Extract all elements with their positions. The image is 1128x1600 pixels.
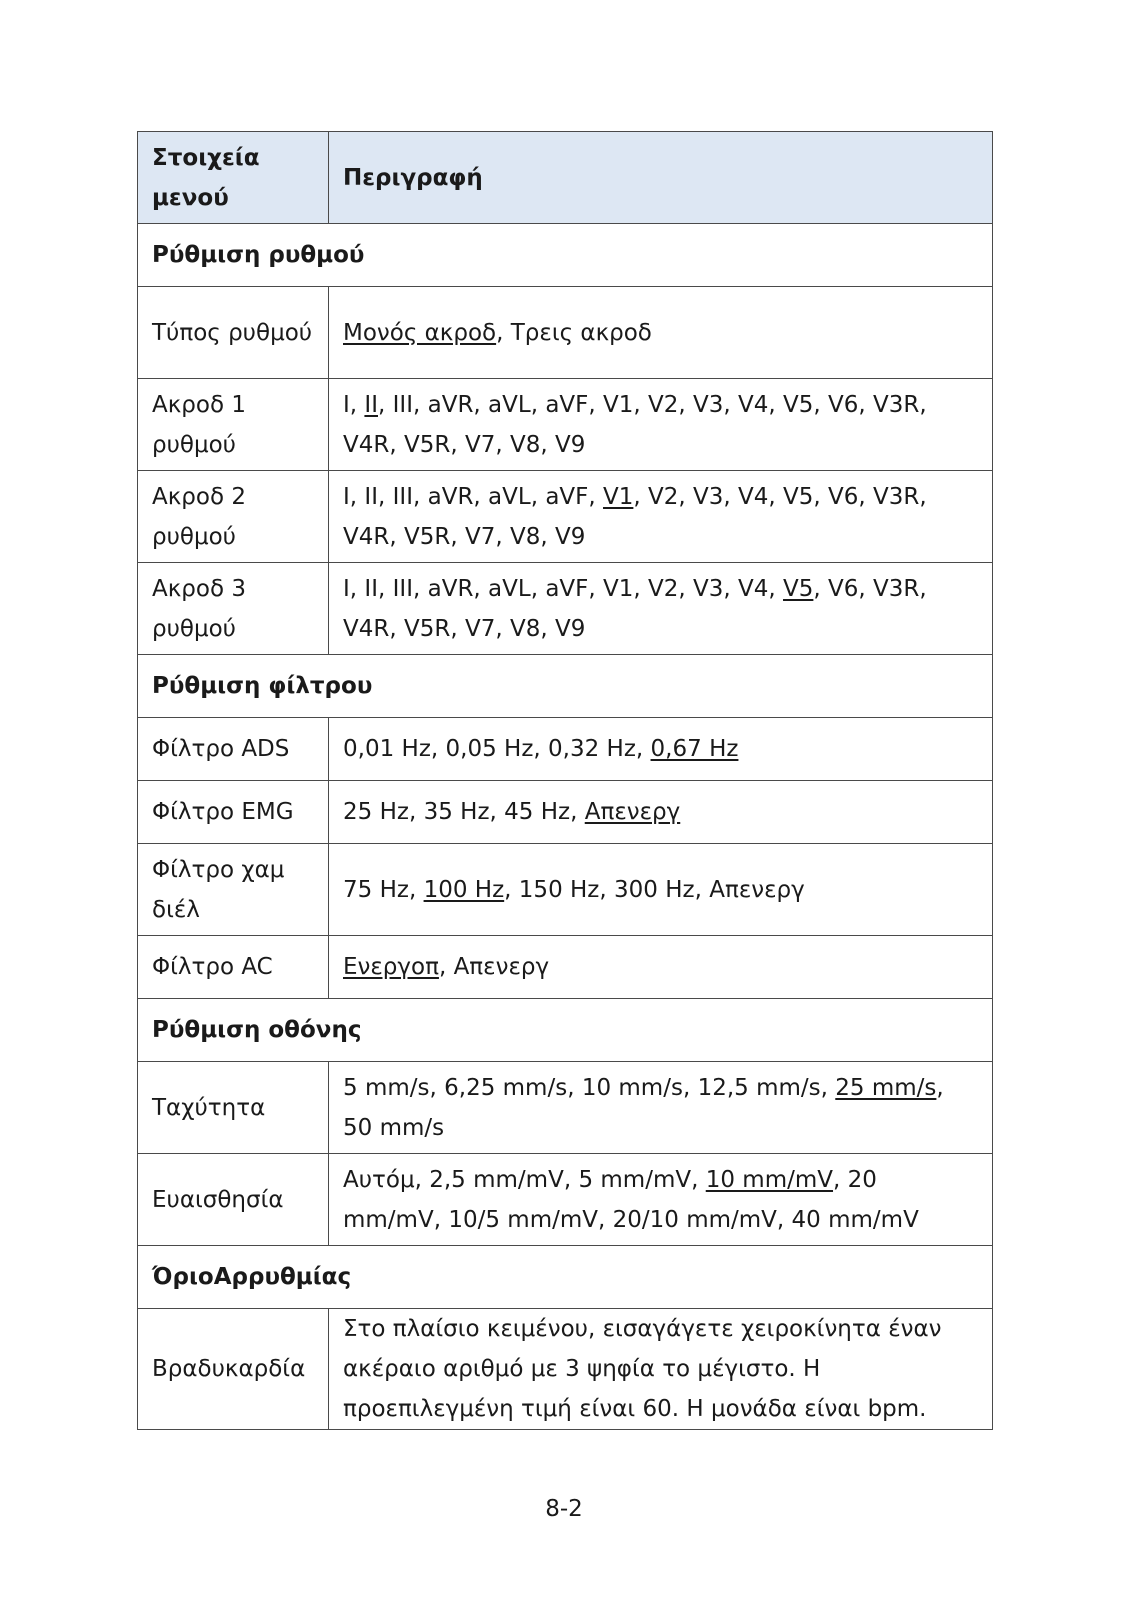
option: 35 Hz (423, 799, 490, 825)
table-row (138, 1309, 993, 1430)
table-row (138, 781, 993, 844)
table-row (138, 287, 993, 379)
menu-item-description: Μονός ακροδ, Τρεις ακροδ (329, 287, 993, 379)
section-row (138, 224, 993, 287)
option: aVR (427, 391, 474, 418)
option: V7 (464, 615, 496, 642)
menu-item-name: Βραδυκαρδία (138, 1309, 329, 1430)
option: V5R (403, 431, 451, 458)
option: V3 (693, 483, 724, 510)
menu-item-description: I, II, III, aVR, aVL, aVF, V1, V2, V3, V4, V5, V6, V3R, V4R, V5R, V7, V8, V9 (329, 471, 993, 563)
default-option: Απενεργ (584, 799, 681, 825)
option: V2 (648, 575, 679, 602)
page-number: 8-2 (545, 1496, 583, 1522)
menu-item-description: 25 Hz, 35 Hz, 45 Hz, Απενεργ (329, 781, 993, 844)
option: V8 (509, 523, 541, 550)
section-row (138, 999, 993, 1062)
default-option: II (364, 391, 378, 418)
table-row (138, 471, 993, 563)
option: V4R (343, 523, 390, 550)
option: III (392, 575, 413, 602)
default-option: V1 (603, 483, 634, 510)
option: 0,01 Hz (343, 736, 431, 762)
option: aVF (545, 391, 589, 418)
default-option: 25 mm/s (835, 1074, 937, 1101)
header-description: Περιγραφή (329, 132, 993, 224)
option: aVR (427, 483, 474, 510)
section-title: Ρύθμιση φίλτρου (138, 655, 993, 718)
option: aVF (545, 483, 589, 510)
option: V6 (828, 575, 859, 602)
option: V4R (343, 431, 390, 458)
menu-item-name: Ταχύτητα (138, 1062, 329, 1154)
menu-item-name: Ακροδ 1 ρυθμού (138, 379, 329, 471)
table-row (138, 844, 993, 936)
option: III (392, 483, 413, 510)
option: V1 (603, 575, 634, 602)
option: aVL (488, 483, 531, 510)
option: Απενεργ (709, 876, 805, 903)
option: I (343, 483, 350, 510)
menu-item-name: Ακροδ 2 ρυθμού (138, 471, 329, 563)
option: aVR (427, 575, 474, 602)
option: 50 mm/s (343, 1114, 445, 1141)
menu-item-description: 5 mm/s, 6,25 mm/s, 10 mm/s, 12,5 mm/s, 25 mm/s, 50 mm/s (329, 1062, 993, 1154)
option: Τρεις ακροδ (510, 319, 652, 346)
option: Αυτόμ (343, 1166, 415, 1193)
menu-item-name: Φίλτρο χαμ διέλ (138, 844, 329, 936)
default-option: Ενεργοπ (343, 954, 439, 980)
option: V3R (873, 575, 920, 602)
option: 5 mm/mV (578, 1166, 692, 1193)
menu-item-description: Στο πλαίσιο κειμένου, εισαγάγετε χειροκίνητα έναν ακέραιο αριθμό με 3 ψηφία το μέγιστο. Η προεπιλεγμένη τιμή είναι 60. Η μονάδα είναι bpm. (329, 1309, 993, 1430)
default-option: Μονός ακροδ (343, 319, 497, 346)
option: V3R (873, 483, 920, 510)
option: 20/10 mm/mV (612, 1206, 777, 1233)
menu-item-description: 75 Hz, 100 Hz, 150 Hz, 300 Hz, Απενεργ (329, 844, 993, 936)
default-option: 100 Hz (423, 876, 505, 903)
default-option: V5 (783, 575, 814, 602)
option: I (343, 575, 350, 602)
option: V5 (783, 483, 814, 510)
option: 45 Hz (504, 799, 571, 825)
option: V5R (403, 615, 451, 642)
option: 150 Hz (518, 876, 600, 903)
option: V9 (554, 431, 586, 458)
menu-item-description: Ενεργοπ, Απενεργ (329, 936, 993, 999)
option: V5R (403, 523, 451, 550)
option: I (343, 391, 350, 418)
menu-item-name: Τύπος ρυθμού (138, 287, 329, 379)
option: V9 (554, 523, 586, 550)
option: 10 mm/s (581, 1074, 683, 1101)
option: aVL (488, 575, 531, 602)
option: 6,25 mm/s (444, 1074, 568, 1101)
option: 10/5 mm/mV (448, 1206, 598, 1233)
option: 5 mm/s (343, 1074, 430, 1101)
option: V7 (464, 431, 496, 458)
table-row (138, 379, 993, 471)
option: 25 Hz (343, 799, 409, 825)
option: V3 (693, 575, 724, 602)
option: V7 (464, 523, 496, 550)
option: aVL (488, 391, 531, 418)
header-row (138, 132, 993, 224)
option: V8 (509, 431, 541, 458)
section-title: ΌριοΑρρυθμίας (138, 1246, 993, 1309)
option: aVF (545, 575, 589, 602)
option: V6 (828, 391, 859, 418)
option: V4 (738, 391, 769, 418)
option: V2 (648, 391, 679, 418)
option: II (364, 483, 378, 510)
menu-item-name: Φίλτρο AC (138, 936, 329, 999)
option: V3R (873, 391, 920, 418)
table-row (138, 563, 993, 655)
header-menu-items: Στοιχεία μενού (138, 132, 329, 224)
section-row (138, 655, 993, 718)
option: 0,32 Hz (548, 736, 636, 762)
option: V6 (828, 483, 859, 510)
option: 20 mm/mV (343, 1166, 877, 1233)
section-title: Ρύθμιση οθόνης (138, 999, 993, 1062)
option: 75 Hz (343, 876, 409, 903)
menu-item-name: Ακροδ 3 ρυθμού (138, 563, 329, 655)
menu-item-name: Ευαισθησία (138, 1154, 329, 1246)
option: V1 (603, 391, 634, 418)
option: V8 (509, 615, 541, 642)
option: V4R (343, 615, 390, 642)
menu-settings-table (137, 131, 993, 1430)
option: III (392, 391, 413, 418)
table-row (138, 1154, 993, 1246)
table-row (138, 718, 993, 781)
table-row (138, 936, 993, 999)
option: V4 (738, 575, 769, 602)
default-option: 10 mm/mV (705, 1166, 834, 1193)
menu-item-description: Αυτόμ, 2,5 mm/mV, 5 mm/mV, 10 mm/mV, 20 mm/mV, 10/5 mm/mV, 20/10 mm/mV, 40 mm/mV (329, 1154, 993, 1246)
table-body (138, 224, 993, 1430)
menu-item-description: I, II, III, aVR, aVL, aVF, V1, V2, V3, V4, V5, V6, V3R, V4R, V5R, V7, V8, V9 (329, 563, 993, 655)
table-header (138, 132, 993, 224)
option: II (364, 575, 378, 602)
menu-item-name: Φίλτρο EMG (138, 781, 329, 844)
menu-item-description: 0,01 Hz, 0,05 Hz, 0,32 Hz, 0,67 Hz (329, 718, 993, 781)
option: 2,5 mm/mV (429, 1166, 564, 1193)
option: V2 (648, 483, 679, 510)
option: V9 (554, 615, 586, 642)
option: 12,5 mm/s (697, 1074, 821, 1101)
menu-item-description: I, II, III, aVR, aVL, aVF, V1, V2, V3, V4, V5, V6, V3R, V4R, V5R, V7, V8, V9 (329, 379, 993, 471)
table-row (138, 1062, 993, 1154)
section-title: Ρύθμιση ρυθμού (138, 224, 993, 287)
section-row (138, 1246, 993, 1309)
option: 40 mm/mV (791, 1206, 919, 1233)
option: V5 (783, 391, 814, 418)
menu-item-name: Φίλτρο ADS (138, 718, 329, 781)
option: V4 (738, 483, 769, 510)
option: 0,05 Hz (445, 736, 534, 762)
option: Απενεργ (453, 954, 550, 980)
option: V3 (693, 391, 724, 418)
option: 300 Hz (614, 876, 695, 903)
default-option: 0,67 Hz (650, 736, 739, 762)
